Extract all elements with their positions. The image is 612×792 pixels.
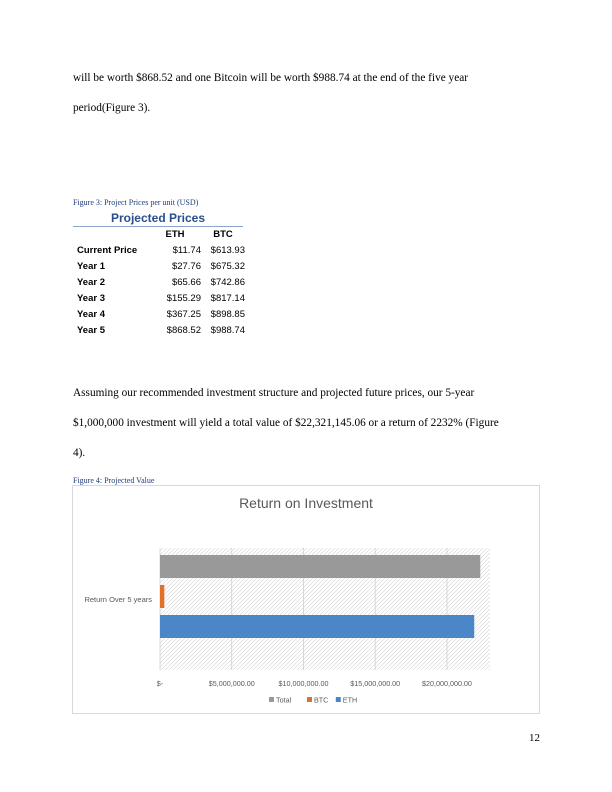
legend-label-eth: ETH bbox=[342, 695, 358, 705]
table-row bbox=[73, 323, 245, 339]
roi-bar-chart bbox=[73, 486, 539, 713]
plot-area bbox=[160, 548, 490, 670]
row-label: Year 3 bbox=[77, 293, 105, 304]
btc-price-cell: $988.74 bbox=[210, 325, 245, 336]
eth-price-cell: $155.29 bbox=[166, 293, 201, 304]
figure-4-caption: Figure 4: Projected Value bbox=[73, 476, 155, 485]
x-tick-label: $20,000,000.00 bbox=[421, 679, 472, 688]
chart-title: Return on Investment bbox=[239, 495, 373, 511]
header-cell: ETH bbox=[165, 229, 185, 240]
eth-price-cell: $65.66 bbox=[171, 277, 201, 288]
row-label: Current Price bbox=[77, 245, 138, 256]
btc-price-cell: $898.85 bbox=[210, 309, 245, 320]
btc-price-cell: $613.93 bbox=[210, 245, 245, 256]
row-label: Year 1 bbox=[77, 261, 105, 272]
body-text-line: period(Figure 3). bbox=[73, 102, 151, 114]
table-row bbox=[73, 291, 245, 307]
eth-price-cell: $11.74 bbox=[172, 245, 201, 256]
btc-price-cell: $817.14 bbox=[210, 293, 245, 304]
eth-price-cell: $868.52 bbox=[166, 325, 201, 336]
table-row bbox=[73, 275, 245, 291]
legend-swatch-total bbox=[269, 697, 274, 702]
legend-swatch-btc bbox=[307, 697, 312, 702]
legend-swatch-eth bbox=[336, 697, 341, 702]
table-row bbox=[73, 259, 245, 275]
roi-chart-frame bbox=[72, 485, 540, 714]
legend-label-total: Total bbox=[276, 695, 292, 705]
x-tick-label: $10,000,000.00 bbox=[278, 679, 329, 688]
row-label: Year 5 bbox=[77, 325, 105, 336]
category-label: Return Over 5 years bbox=[84, 595, 152, 604]
body-text-line: will be worth $868.52 and one Bitcoin will be worth $988.74 at the end of the five year bbox=[73, 72, 468, 84]
x-tick-label: $5,000,000.00 bbox=[208, 679, 255, 688]
body-text-line: Assuming our recommended investment structure and projected future prices, our 5-year bbox=[73, 387, 475, 399]
x-axis-ticks bbox=[157, 679, 472, 688]
eth-price-cell: $367.25 bbox=[166, 309, 201, 320]
page-number: 12 bbox=[529, 732, 540, 744]
bar-eth bbox=[160, 615, 474, 638]
bar-btc bbox=[160, 585, 164, 608]
figure-3-caption: Figure 3: Project Prices per unit (USD) bbox=[73, 198, 199, 207]
table-header-row bbox=[73, 227, 245, 243]
chart-legend bbox=[269, 696, 357, 705]
eth-price-cell: $27.76 bbox=[171, 261, 201, 272]
body-text-line: $1,000,000 investment will yield a total value of $22,321,145.06 or a return of 2232% (Figure bbox=[73, 417, 499, 429]
row-label: Year 4 bbox=[77, 309, 105, 320]
body-text-line: 4). bbox=[73, 447, 86, 459]
table-title: Projected Prices bbox=[73, 211, 243, 227]
x-tick-label: $- bbox=[156, 679, 164, 688]
table-row bbox=[73, 243, 245, 259]
row-label: Year 2 bbox=[77, 277, 105, 288]
header-cell bbox=[73, 227, 149, 243]
btc-price-cell: $675.32 bbox=[210, 261, 245, 272]
legend-label-btc: BTC bbox=[314, 695, 329, 705]
x-tick-label: $15,000,000.00 bbox=[350, 679, 401, 688]
btc-price-cell: $742.86 bbox=[210, 277, 245, 288]
header-cell: BTC bbox=[213, 229, 233, 240]
projected-prices-table bbox=[73, 211, 245, 339]
table-row bbox=[73, 307, 245, 323]
bar-total bbox=[160, 555, 480, 578]
